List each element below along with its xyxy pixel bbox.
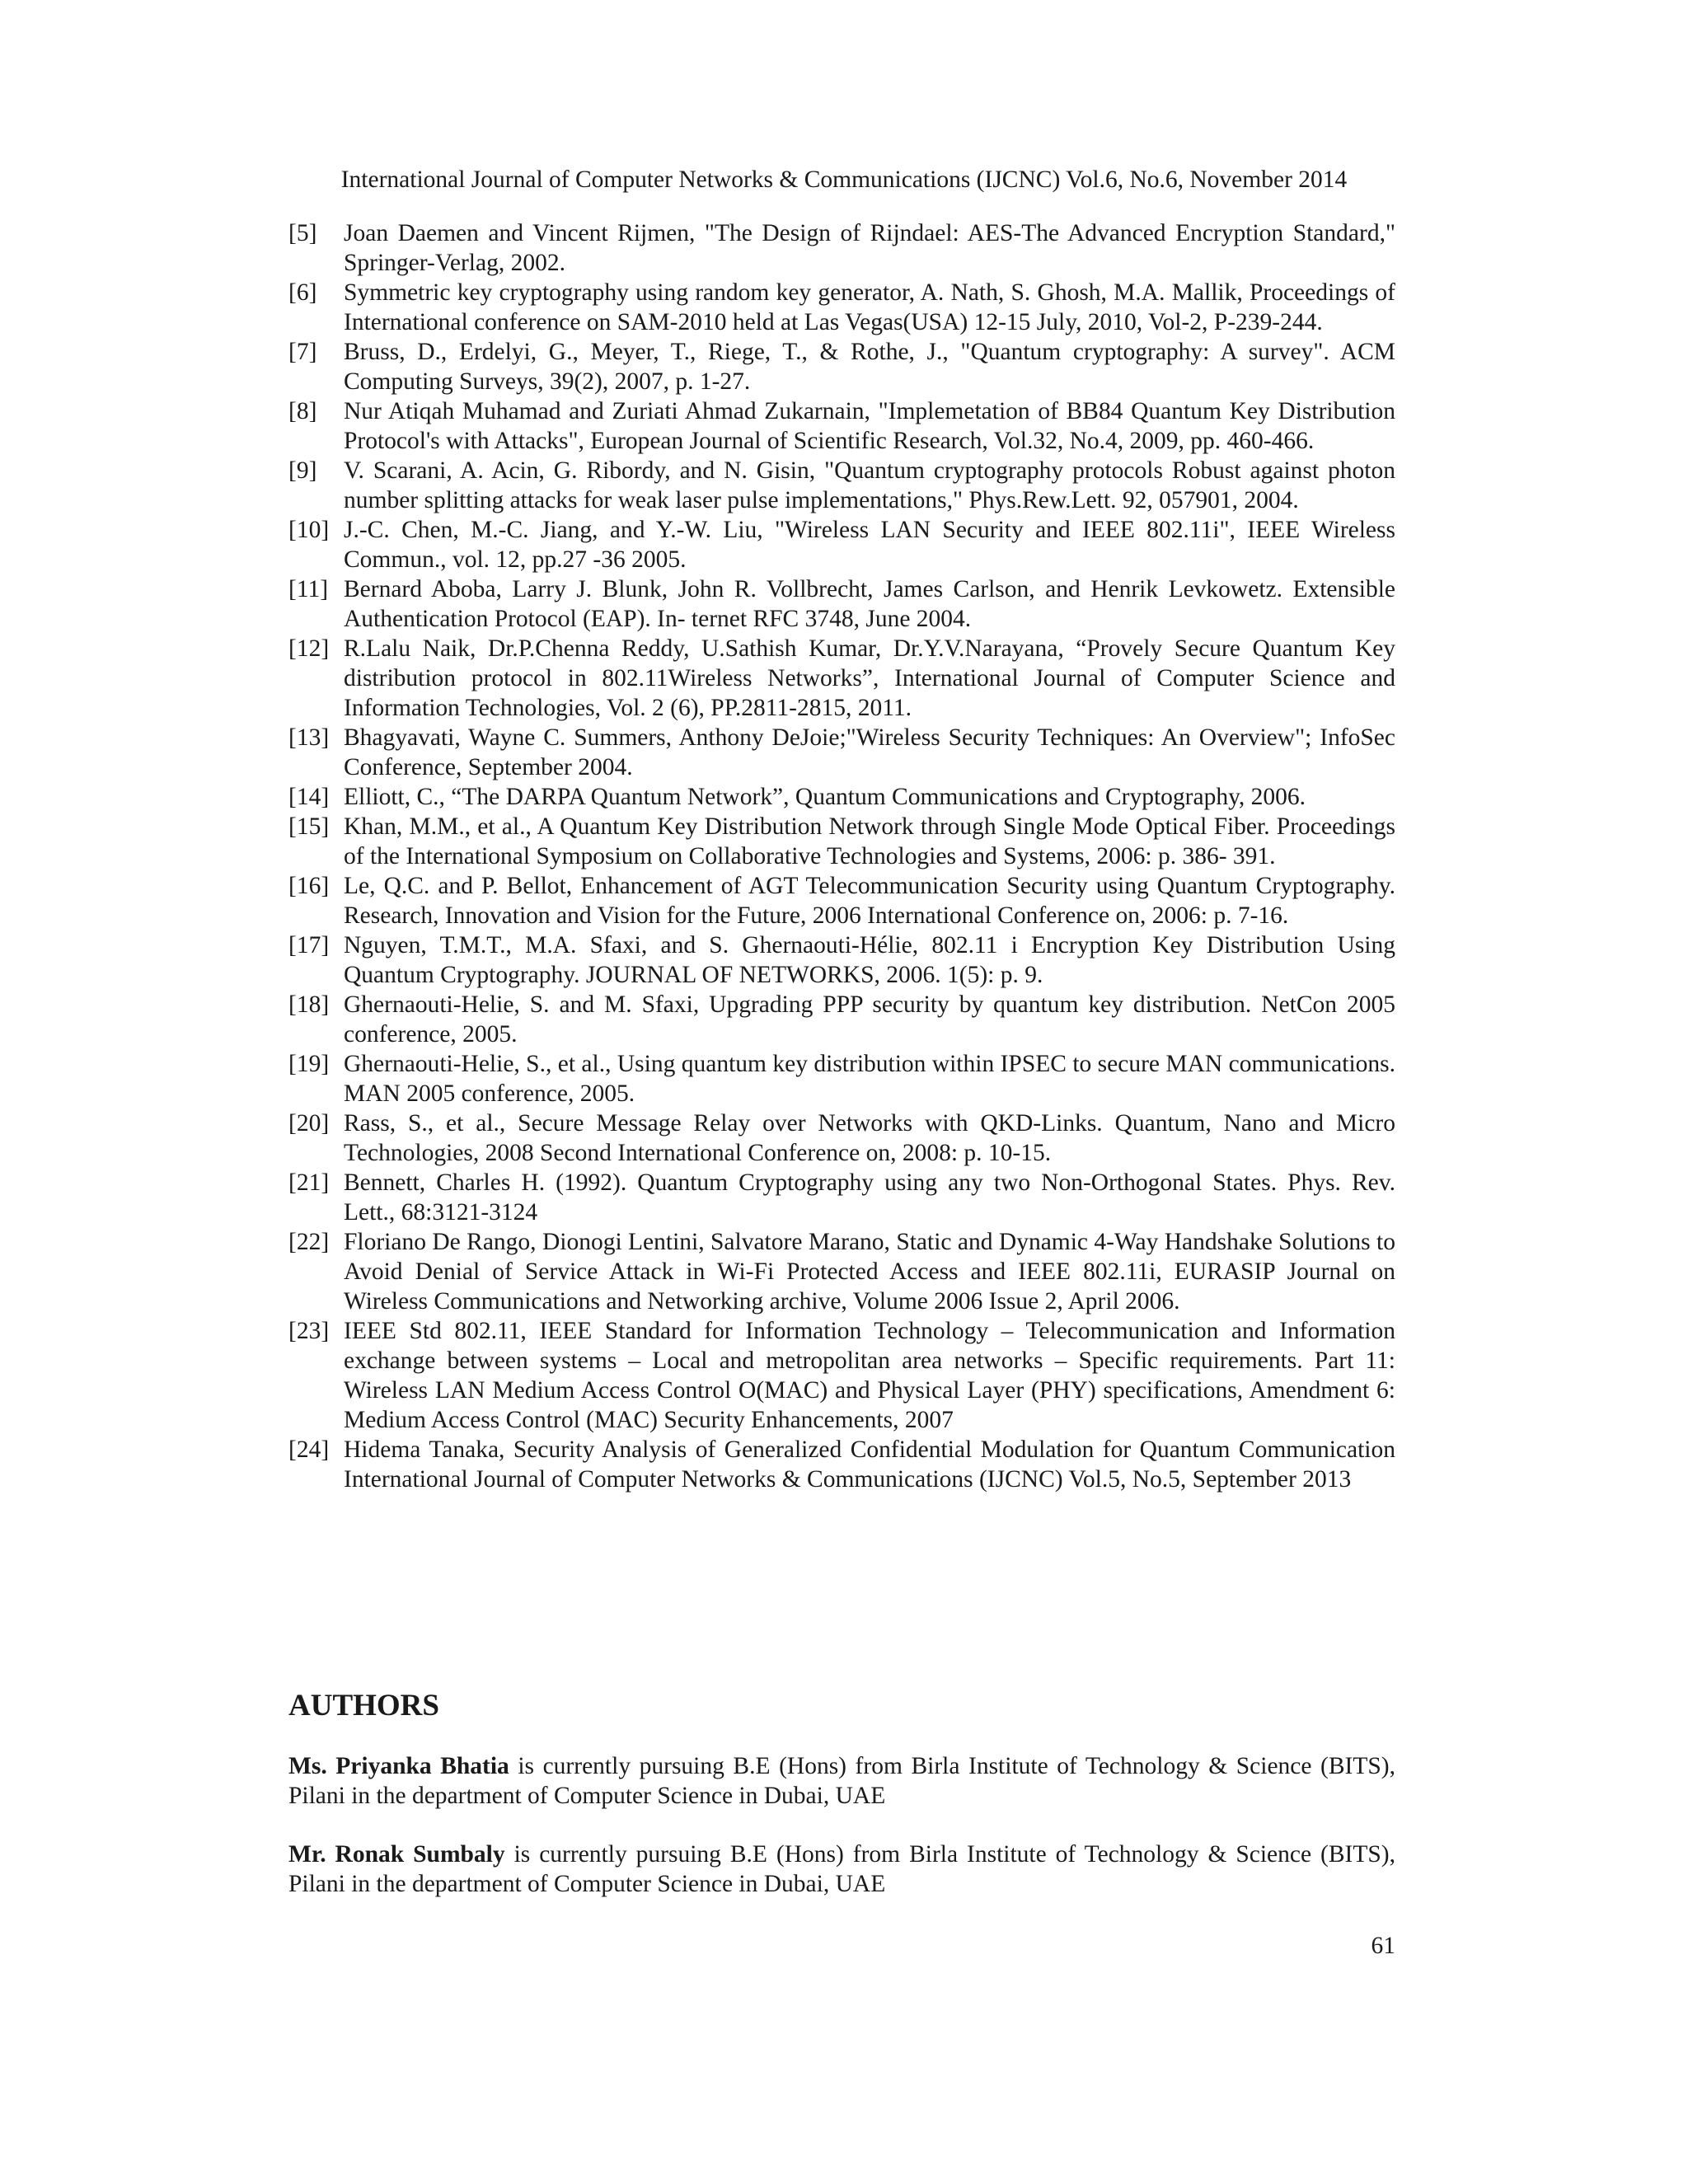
reference-number: [9] xyxy=(288,457,317,484)
reference-item xyxy=(288,1049,1395,1108)
reference-text: V. Scarani, A. Acin, G. Ribordy, and N. Gisin, "Quantum cryptography protocols Robust against photon number splitting attacks for weak laser pulse implementations," Phys.Rew.Lett. 92, 057901, 2004. xyxy=(344,457,1395,513)
reference-text: Ghernaouti-Helie, S., et al., Using quantum key distribution within IPSEC to secure MAN communications. MAN 2005 conference, 2005. xyxy=(344,1051,1395,1107)
reference-text: Nur Atiqah Muhamad and Zuriati Ahmad Zukarnain, "Implemetation of BB84 Quantum Key Distribution Protocol's with Attacks", European Journal of Scientific Research, Vol.32, No.4, 2009, pp. 460-466. xyxy=(344,398,1395,454)
reference-number: [16] xyxy=(288,873,330,899)
reference-item xyxy=(288,574,1395,634)
running-header: International Journal of Computer Networks & Communications (IJCNC) Vol.6, No.6, November 2014 xyxy=(340,166,1348,193)
reference-text: R.Lalu Naik, Dr.P.Chenna Reddy, U.Sathish Kumar, Dr.Y.V.Narayana, “Provely Secure Quantum Key distribution protocol in 802.11Wireless Networks”, International Journal of Computer Science and Information Technologies, Vol. 2 (6), PP.2811-2815, 2011. xyxy=(344,635,1395,721)
reference-text: Bernard Aboba, Larry J. Blunk, John R. Vollbrecht, James Carlson, and Henrik Levkowetz. Extensible Authentication Protocol (EAP). In- ternet RFC 3748, June 2004. xyxy=(344,576,1395,632)
reference-number: [5] xyxy=(288,220,317,246)
reference-item xyxy=(288,1168,1395,1227)
reference-number: [14] xyxy=(288,784,330,810)
reference-number: [22] xyxy=(288,1229,330,1255)
reference-number: [8] xyxy=(288,398,317,424)
reference-text: Elliott, C., “The DARPA Quantum Network”, Quantum Communications and Cryptography, 2006. xyxy=(344,784,1306,810)
page-number: 61 xyxy=(1371,1933,1395,1959)
reference-item xyxy=(288,396,1395,456)
author-name: Ms. Priyanka Bhatia xyxy=(288,1753,509,1779)
author-description: is currently pursuing B.E (Hons) from Birla Institute of Technology & Science (BITS), Pilani in the department of Computer Science in Dubai, UAE xyxy=(288,1841,1395,1897)
reference-number: [17] xyxy=(288,932,330,958)
reference-item xyxy=(288,723,1395,782)
reference-item xyxy=(288,515,1395,574)
reference-text: Floriano De Rango, Dionogi Lentini, Salvatore Marano, Static and Dynamic 4-Way Handshake Solutions to Avoid Denial of Service Attack in Wi-Fi Protected Access and IEEE 802.11i, EURASIP Journal on Wireless Communications and Networking archive, Volume 2006 Issue 2, April 2006. xyxy=(344,1229,1395,1315)
reference-number: [15] xyxy=(288,813,330,840)
reference-number: [19] xyxy=(288,1051,330,1077)
reference-number: [24] xyxy=(288,1436,330,1463)
reference-item xyxy=(288,634,1395,723)
reference-item xyxy=(288,871,1395,930)
reference-number: [11] xyxy=(288,576,329,602)
reference-item xyxy=(288,278,1395,337)
reference-item xyxy=(288,1108,1395,1168)
author-bio xyxy=(288,1751,1395,1811)
reference-text: Joan Daemen and Vincent Rijmen, "The Design of Rijndael: AES-The Advanced Encryption Standard," Springer-Verlag, 2002. xyxy=(344,220,1395,276)
reference-number: [12] xyxy=(288,635,330,662)
reference-text: Rass, S., et al., Secure Message Relay over Networks with QKD-Links. Quantum, Nano and Micro Technologies, 2008 Second International Conference on, 2008: p. 10-15. xyxy=(344,1110,1395,1166)
reference-item xyxy=(288,782,1395,812)
reference-text: J.-C. Chen, M.-C. Jiang, and Y.-W. Liu, "Wireless LAN Security and IEEE 802.11i", IEEE Wireless Commun., vol. 12, pp.27 -36 2005. xyxy=(344,517,1395,573)
reference-number: [23] xyxy=(288,1318,330,1344)
reference-text: Ghernaouti-Helie, S. and M. Sfaxi, Upgrading PPP security by quantum key distribution. NetCon 2005 conference, 2005. xyxy=(344,991,1395,1047)
reference-number: [18] xyxy=(288,991,330,1018)
reference-number: [21] xyxy=(288,1169,330,1196)
reference-number: [20] xyxy=(288,1110,330,1137)
reference-text: Symmetric key cryptography using random key generator, A. Nath, S. Ghosh, M.A. Mallik, Proceedings of International conference on SAM-2010 held at Las Vegas(USA) 12-15 July, 2010, Vol-2, P-239-244. xyxy=(344,279,1395,335)
reference-item xyxy=(288,990,1395,1049)
reference-item xyxy=(288,930,1395,990)
reference-text: Bruss, D., Erdelyi, G., Meyer, T., Riege, T., & Rothe, J., "Quantum cryptography: A survey". ACM Computing Surveys, 39(2), 2007, p. 1-27. xyxy=(344,339,1395,395)
reference-number: [10] xyxy=(288,517,330,543)
reference-item xyxy=(288,1435,1395,1494)
reference-item xyxy=(288,337,1395,396)
reference-text: Hidema Tanaka, Security Analysis of Generalized Confidential Modulation for Quantum Communication International Journal of Computer Networks & Communications (IJCNC) Vol.5, No.5, September 2013 xyxy=(344,1436,1395,1493)
reference-text: Khan, M.M., et al., A Quantum Key Distribution Network through Single Mode Optical Fiber. Proceedings of the International Symposium on Collaborative Technologies and Systems, 2006: p. 386- 391. xyxy=(344,813,1395,869)
reference-item xyxy=(288,812,1395,871)
reference-text: Bennett, Charles H. (1992). Quantum Cryptography using any two Non-Orthogonal States. Phys. Rev. Lett., 68:3121-3124 xyxy=(344,1169,1395,1226)
reference-list xyxy=(288,218,1395,1494)
reference-item xyxy=(288,1227,1395,1316)
reference-number: [13] xyxy=(288,724,330,751)
author-bio xyxy=(288,1840,1395,1899)
authors-heading: AUTHORS xyxy=(288,1689,439,1722)
reference-item xyxy=(288,456,1395,515)
reference-number: [7] xyxy=(288,339,317,365)
reference-item xyxy=(288,1316,1395,1435)
reference-number: [6] xyxy=(288,279,317,306)
reference-text: IEEE Std 802.11, IEEE Standard for Information Technology – Telecommunication and Information exchange between systems – Local and metropolitan area networks – Specific requirements. Part 11: Wireless LAN Medium Access Control O(MAC) and Physical Layer (PHY) specifications, Amendment 6: Medium Access Control (MAC) Security Enhancements, 2007 xyxy=(344,1318,1395,1433)
reference-text: Nguyen, T.M.T., M.A. Sfaxi, and S. Ghernaouti-Hélie, 802.11 i Encryption Key Distribution Using Quantum Cryptography. JOURNAL OF NETWORKS, 2006. 1(5): p. 9. xyxy=(344,932,1395,988)
reference-text: Bhagyavati, Wayne C. Summers, Anthony DeJoie;"Wireless Security Techniques: An Overview"; InfoSec Conference, September 2004. xyxy=(344,724,1395,780)
author-name: Mr. Ronak Sumbaly xyxy=(288,1841,505,1868)
reference-item xyxy=(288,218,1395,278)
reference-text: Le, Q.C. and P. Bellot, Enhancement of AGT Telecommunication Security using Quantum Cryptography. Research, Innovation and Vision for the Future, 2006 International Conference on, 2006: p. 7-16. xyxy=(344,873,1395,929)
author-description: is currently pursuing B.E (Hons) from Birla Institute of Technology & Science (BITS), Pilani in the department of Computer Science in Dubai, UAE xyxy=(288,1753,1395,1809)
